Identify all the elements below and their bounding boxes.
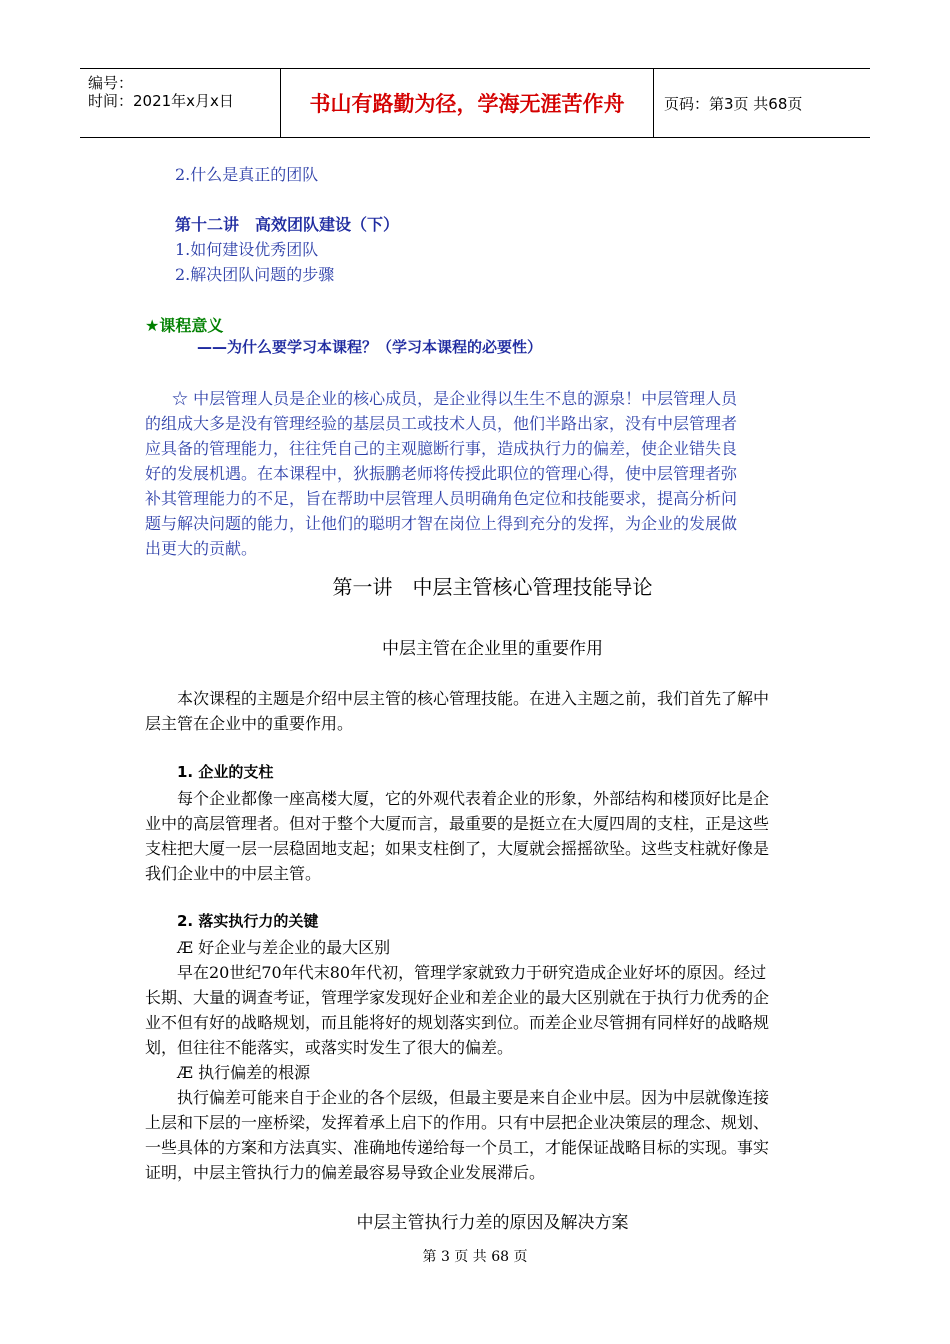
body-line: 划，但往往不能落实，或落实时发生了很大的偏差。 (145, 1038, 514, 1057)
outline-item: 1.如何建设优秀团队 (175, 240, 319, 259)
page-footer: 第 3 页 共 68 页 (422, 1249, 528, 1265)
body-line: 我们企业中的中层主管。 (145, 864, 322, 883)
body-line: 层主管在企业中的重要作用。 (145, 714, 354, 733)
body-line: 上层和下层的一座桥梁，发挥着承上启下的作用。只有中层把企业决策层的理念、规划、 (145, 1113, 770, 1132)
page-header (80, 68, 870, 138)
significance-line: ☆ 中层管理人员是企业的核心成员，是企业得以生生不息的源泉！中层管理人员 (172, 389, 738, 408)
pillar-heading: 1. 企业的支柱 (177, 763, 274, 781)
header-motto: 书山有路勤为径，学海无涯苦作舟 (309, 92, 625, 116)
body-line: 业中的高层管理者。但对于整个大厦而言，最重要的是挺立在大厦四周的支柱，正是这些 (145, 814, 770, 833)
time-label: 时间：2021年x月x日 (88, 92, 234, 110)
lecture12-title: 第十二讲 高效团队建设（下） (175, 215, 400, 234)
significance-line: 的组成大多是没有管理经验的基层员工或技术人员，他们半路出家，没有中层管理者 (145, 414, 738, 433)
body-line: 证明，中层主管执行力的偏差最容易导致企业发展滞后。 (145, 1163, 546, 1182)
header-meta (80, 69, 280, 137)
section-title: 中层主管执行力差的原因及解决方案 (356, 1213, 629, 1233)
significance-line: 题与解决问题的能力，让他们的聪明才智在岗位上得到充分的发挥，为企业的发展做 (145, 514, 738, 533)
significance-line: 好的发展机遇。在本课程中，狄振鹏老师将传授此职位的管理心得，使中层管理者弥 (145, 464, 738, 483)
body-line: 长期、大量的调查考证，管理学家发现好企业和差企业的最大区别就在于执行力优秀的企 (145, 988, 770, 1007)
header-divider (653, 69, 654, 137)
header-page-code: 页码：第3页 共68页 (664, 95, 803, 113)
significance-subheading: ——为什么要学习本课程？（学习本课程的必要性） (197, 338, 543, 356)
body-line: 执行偏差可能来自于企业的各个层级，但最主要是来自企业中层。因为中层就像连接 (145, 1088, 770, 1107)
section-title: 中层主管在企业里的重要作用 (382, 639, 603, 659)
body-line: 每个企业都像一座高楼大厦，它的外观代表着企业的形象，外部结构和楼顶好比是企 (145, 789, 770, 808)
bullet-heading: Æ 好企业与差企业的最大区别 (177, 938, 391, 957)
significance-line: 应具备的管理能力，往往凭自己的主观臆断行事，造成执行力的偏差，使企业错失良 (145, 439, 738, 458)
lecture1-title: 第一讲 中层主管核心管理技能导论 (332, 575, 653, 599)
significance-line: 补其管理能力的不足，旨在帮助中层管理人员明确角色定位和技能要求，提高分析问 (145, 489, 738, 508)
body-line: 支柱把大厦一层一层稳固地支起；如果支柱倒了，大厦就会摇摇欲坠。这些支柱就好像是 (145, 839, 770, 858)
body-line: 本次课程的主题是介绍中层主管的核心管理技能。在进入主题之前，我们首先了解中 (145, 689, 770, 708)
key-heading: 2. 落实执行力的关键 (177, 912, 319, 930)
bullet-heading: Æ 执行偏差的根源 (177, 1063, 311, 1082)
significance-heading: ★课程意义 (145, 316, 224, 335)
code-label: 编号： (88, 74, 134, 92)
significance-line: 出更大的贡献。 (145, 539, 258, 558)
outline-item: 2.解决团队问题的步骤 (175, 265, 335, 284)
body-line: 早在20世纪70年代末80年代初，管理学家就致力于研究造成企业好坏的原因。经过 (145, 963, 767, 982)
outline-item: 2.什么是真正的团队 (175, 165, 319, 184)
body-line: 一些具体的方案和方法真实、准确地传递给每一个员工，才能保证战略目标的实现。事实 (145, 1138, 770, 1157)
body-line: 业不但有好的战略规划，而且能将好的规划落实到位。而差企业尽管拥有同样好的战略规 (145, 1013, 770, 1032)
